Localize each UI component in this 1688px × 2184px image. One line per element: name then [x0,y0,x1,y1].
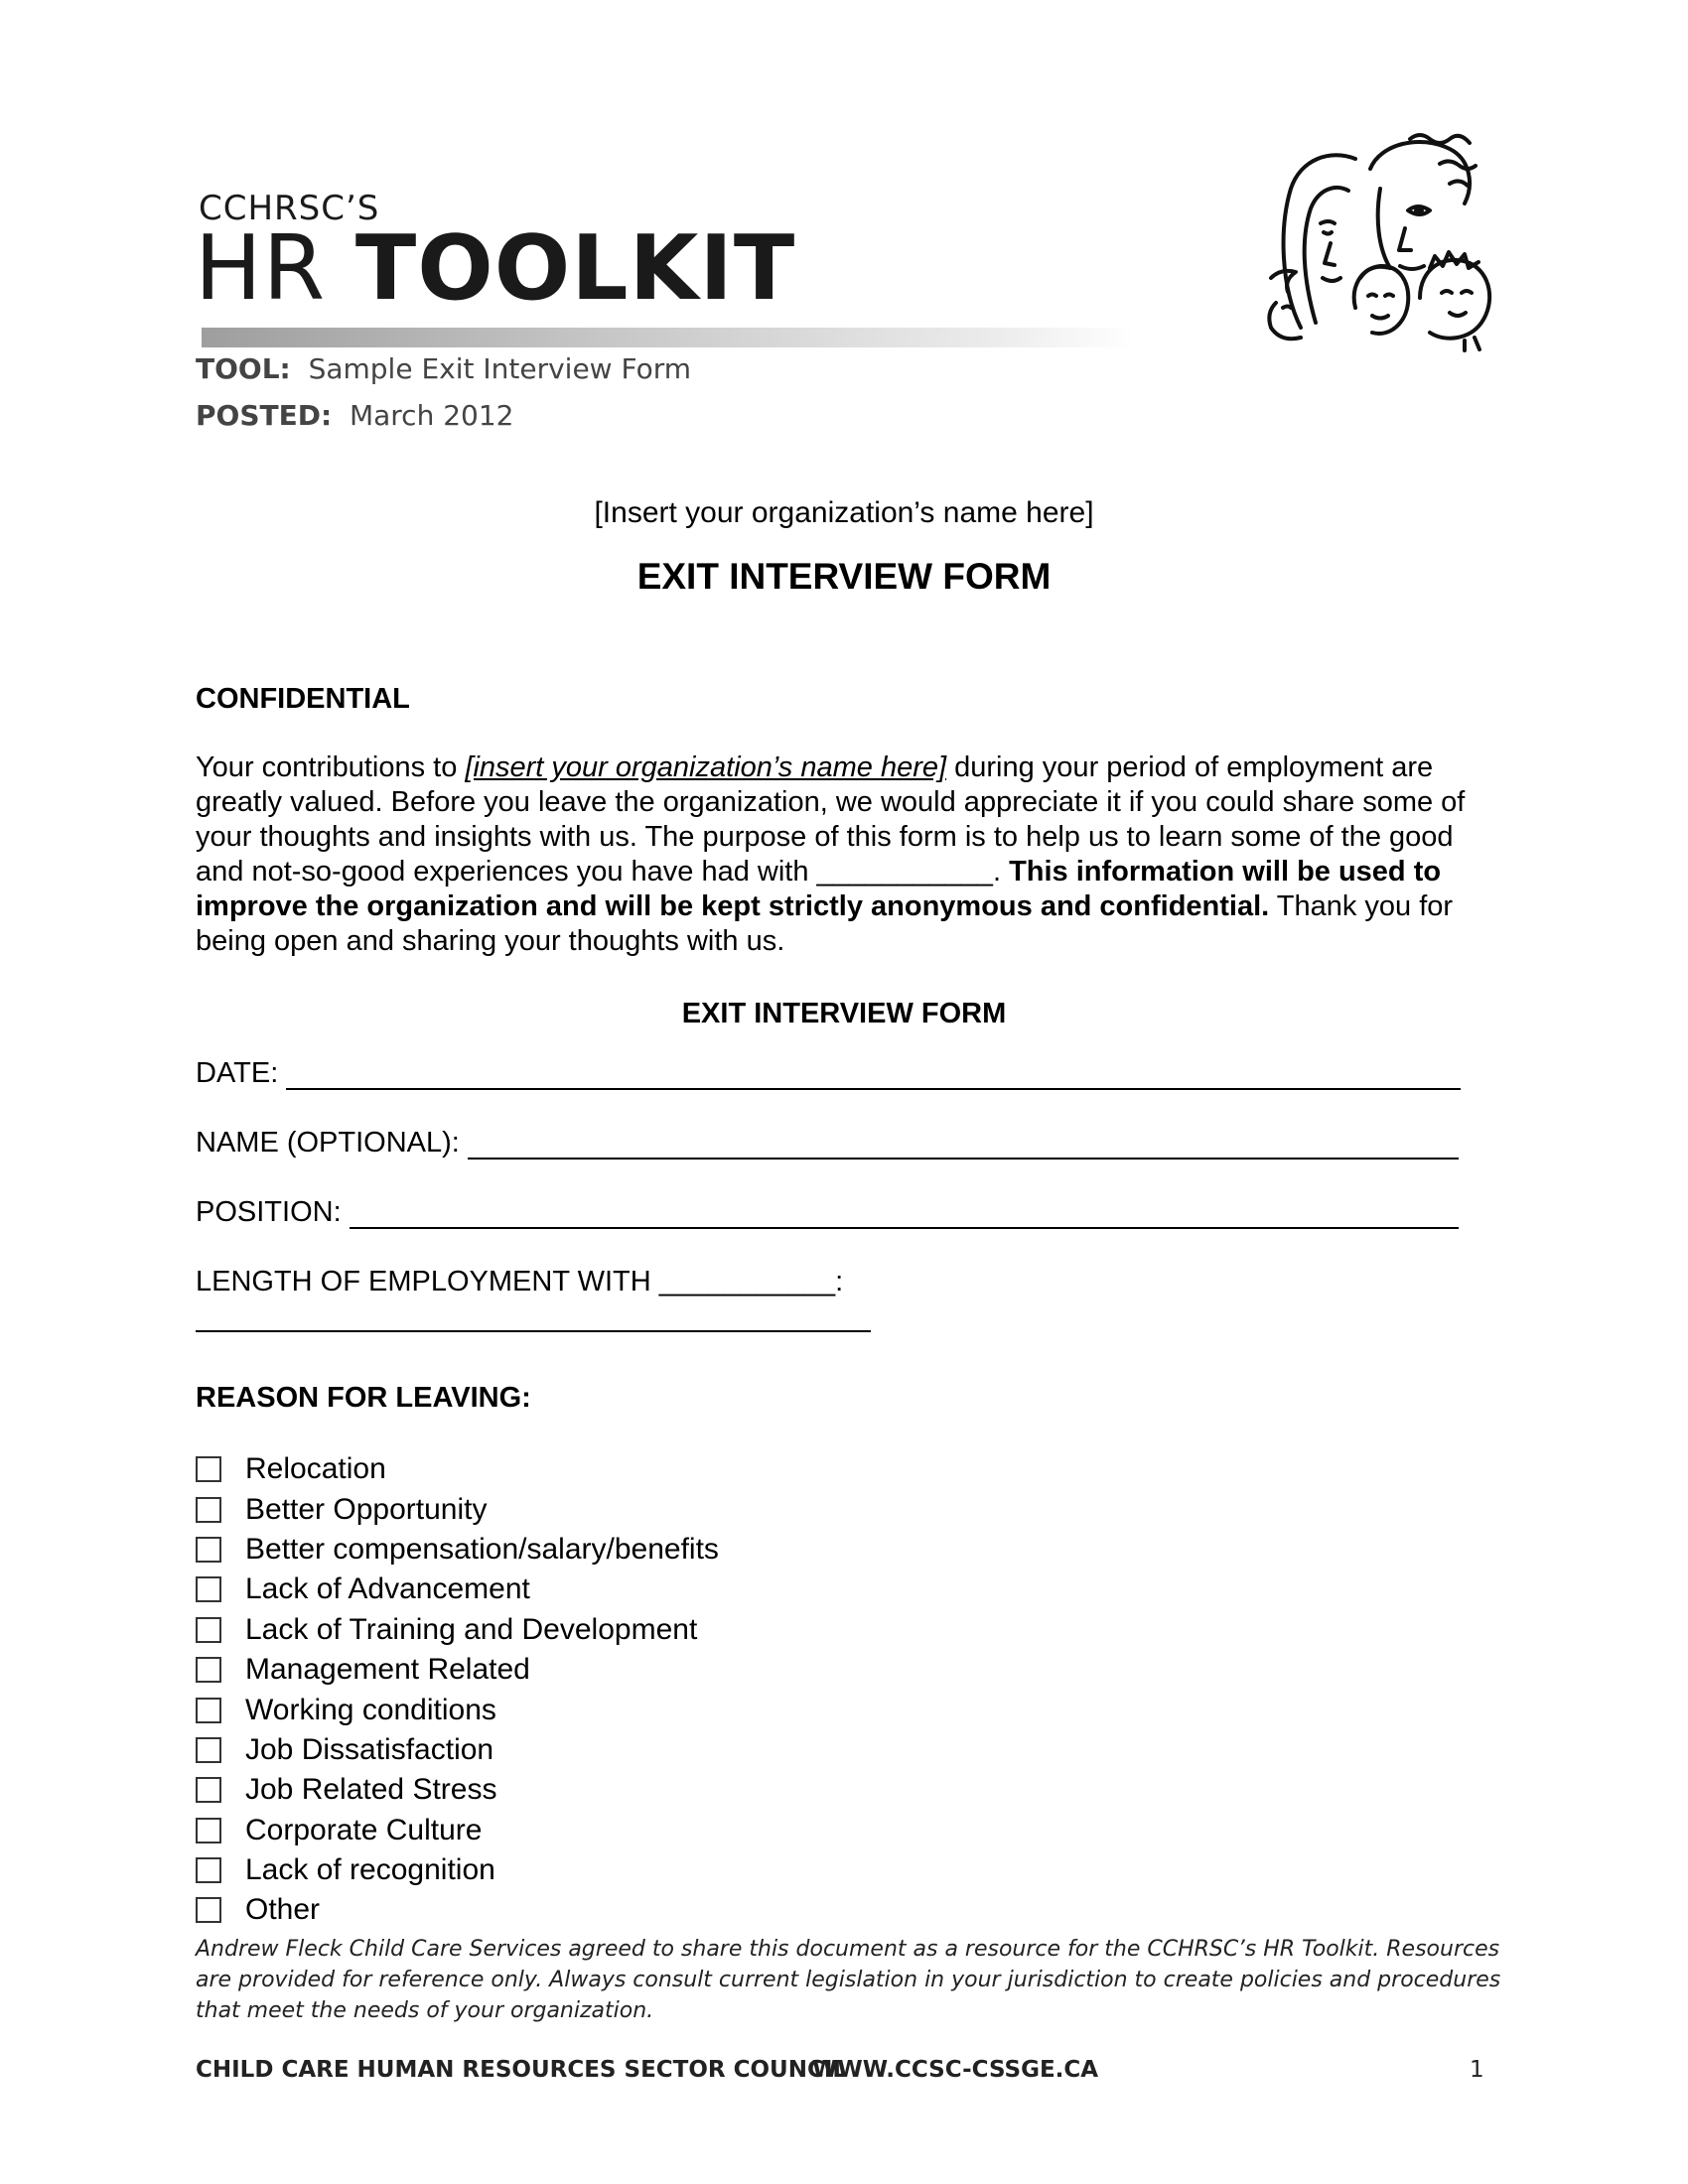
reason-label: Corporate Culture [245,1813,483,1846]
intro-paragraph [196,751,1496,959]
brand-gradient-bar [202,328,1135,347]
checkbox-icon[interactable] [196,1818,221,1843]
checkbox-icon[interactable] [196,1777,221,1803]
length-of-employment-blank-line[interactable] [196,1316,871,1332]
name-blank-line[interactable] [468,1130,1459,1160]
intro-text-1: Your contributions to [196,751,466,783]
position-blank-line[interactable] [350,1199,1459,1229]
reason-checklist-item[interactable] [196,1610,719,1650]
brand-hr: HR [195,216,327,321]
posted-value: March 2012 [349,399,514,432]
length-of-employment-label: LENGTH OF EMPLOYMENT WITH ___________: [196,1266,844,1297]
posted-line [196,399,513,432]
reason-checklist-item[interactable] [196,1650,719,1690]
checkbox-icon[interactable] [196,1497,221,1523]
reason-label: Better Opportunity [245,1492,488,1526]
brand-subtitle: CCHRSC’S [199,189,380,228]
reason-checklist-item[interactable] [196,1811,719,1850]
checkbox-icon[interactable] [196,1537,221,1563]
date-field [196,1057,1461,1090]
reason-checklist-item[interactable] [196,1690,719,1729]
checkbox-icon[interactable] [196,1698,221,1723]
reason-label: Job Related Stress [245,1773,497,1807]
reason-checklist-item[interactable] [196,1570,719,1609]
reason-label: Management Related [245,1653,530,1687]
tool-line [196,352,691,385]
checkbox-icon[interactable] [196,1456,221,1482]
reason-label: Working conditions [245,1693,496,1726]
reason-label: Lack of Training and Development [245,1612,698,1646]
form-title: EXIT INTERVIEW FORM [681,998,1007,1029]
reason-for-leaving-heading: REASON FOR LEAVING: [196,1382,531,1414]
checkbox-icon[interactable] [196,1737,221,1763]
footer-website-link[interactable]: WWW.CCSC-CSSGE.CA [812,2057,1099,2083]
brand-title [195,216,796,321]
name-label: NAME (OPTIONAL): [196,1127,460,1159]
disclaimer-text: Andrew Fleck Child Care Services agreed to share this document as a resource for the CCHRSC’s HR Toolkit. Resources are provided for reference only. Always consult current legislation in your jurisdiction to create policies and procedures that meet the needs of your organization. [196,1937,1501,2023]
intro-text-2: during your period of employment are greatly valued. Before you leave the organization, we would appreciate it if you could share some of your thoughts and insights with us. The purpose of this form is to help us to learn some of the good and not-so-good experiences you have had with ___________. [196,751,1466,887]
reason-checklist-item[interactable] [196,1770,719,1810]
name-field [196,1127,1459,1160]
intro-bold-statement: This information will be used to improve the organization and will be kept strictly anonymous and confidential. [196,856,1442,922]
checkbox-icon[interactable] [196,1897,221,1923]
reason-checklist-item[interactable] [196,1890,719,1930]
tool-label: TOOL: [196,352,291,385]
faces-logo-icon [1261,129,1499,352]
checkbox-icon[interactable] [196,1576,221,1602]
reason-checklist-item[interactable] [196,1530,719,1570]
checkbox-icon[interactable] [196,1657,221,1683]
reason-label: Lack of recognition [245,1853,495,1887]
intro-text-3: Thank you for being open and sharing your thoughts with us. [196,890,1454,957]
organization-name-placeholder: [Insert your organization’s name here] [594,496,1094,529]
reason-checklist-item[interactable] [196,1850,719,1890]
reason-label: Lack of Advancement [245,1572,530,1606]
position-field [196,1196,1459,1229]
date-blank-line[interactable] [286,1060,1461,1090]
confidential-heading: CONFIDENTIAL [196,683,410,715]
reason-label: Better compensation/salary/benefits [245,1532,719,1566]
reason-label: Relocation [245,1452,386,1486]
reason-checklist-item[interactable] [196,1489,719,1529]
checkbox-icon[interactable] [196,1617,221,1643]
footer-organization: CHILD CARE HUMAN RESOURCES SECTOR COUNCIL [196,2057,848,2083]
intro-org-placeholder: [insert your organization’s name here] [465,751,947,783]
tool-value: Sample Exit Interview Form [308,352,691,385]
length-of-employment-field [196,1266,843,1298]
position-label: POSITION: [196,1196,342,1228]
reason-label: Job Dissatisfaction [245,1732,494,1766]
reason-label: Other [245,1893,321,1927]
brand-toolkit: TOOLKIT [354,216,796,321]
page-number: 1 [1470,2057,1484,2083]
page-title: EXIT INTERVIEW FORM [636,556,1052,597]
reason-checklist [196,1449,719,1931]
date-label: DATE: [196,1057,279,1089]
reason-checklist-item[interactable] [196,1730,719,1770]
posted-label: POSTED: [196,399,333,432]
checkbox-icon[interactable] [196,1857,221,1883]
reason-checklist-item[interactable] [196,1449,719,1489]
